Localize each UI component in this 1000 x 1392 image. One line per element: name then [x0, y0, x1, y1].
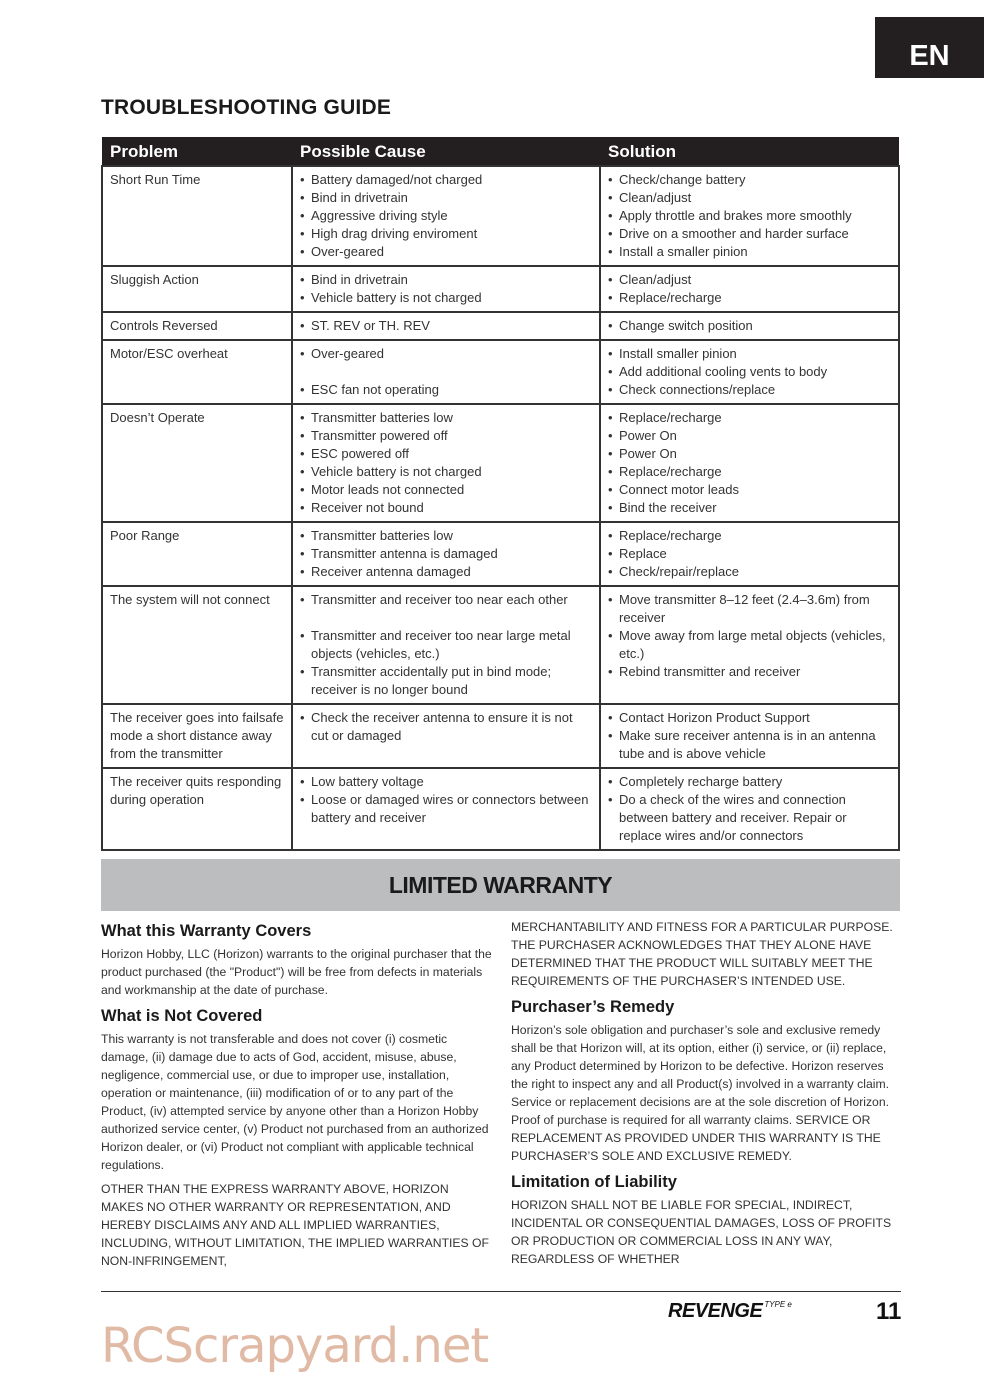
- table-body: [102, 166, 899, 850]
- problem-cell: Controls Reversed: [102, 312, 292, 340]
- disclaimer-continued-text: MERCHANTABILITY AND FITNESS FOR A PARTICULAR PURPOSE. THE PURCHASER ACKNOWLEDGES THAT THEY ALONE HAVE DETERMINED THAT THE PRODUCT WILL SUITABLY MEET THE REQUIREMENTS OF THE PURCHASER’S INTENDED USE.: [511, 920, 893, 988]
- causes-list: [300, 317, 592, 335]
- warranty-right-column: [511, 918, 903, 1274]
- solution-item: • Power On: [608, 427, 891, 445]
- table-row: [102, 768, 899, 850]
- cause-item: • Receiver antenna damaged: [300, 563, 592, 581]
- solution-item: • Change switch position: [608, 317, 891, 335]
- causes-list: [300, 409, 592, 517]
- solution-item: • Install smaller pinion: [608, 345, 891, 363]
- cause-item: • Transmitter powered off: [300, 427, 592, 445]
- spacer: [300, 609, 592, 627]
- solution-item: • Rebind transmitter and receiver: [608, 663, 891, 681]
- cause-cell: [292, 704, 600, 768]
- solution-item: • Move away from large metal objects (vehicles, etc.): [608, 627, 891, 663]
- solution-item: • Bind the receiver: [608, 499, 891, 517]
- cause-item: • Over-geared: [300, 345, 592, 363]
- causes-list: [300, 271, 592, 307]
- cause-item: • ST. REV or TH. REV: [300, 317, 592, 335]
- covers-text: Horizon Hobby, LLC (Horizon) warrants to the original purchaser that the product purchased (the "Product") will be free from defects in materials and workmanship at the date of purchase.: [101, 947, 492, 997]
- solution-item: • Check/repair/replace: [608, 563, 891, 581]
- cause-item: • Receiver not bound: [300, 499, 592, 517]
- cause-item: • High drag driving enviroment: [300, 225, 592, 243]
- table-row: [102, 266, 899, 312]
- solution-item: • Make sure receiver antenna is in an antenna tube and is above vehicle: [608, 727, 891, 763]
- table-header-row: [102, 137, 899, 166]
- causes-list: [300, 591, 592, 699]
- table-row: [102, 704, 899, 768]
- cause-cell: [292, 522, 600, 586]
- liability-heading: Limitation of Liability: [511, 1173, 677, 1191]
- problem-cell: Doesn’t Operate: [102, 404, 292, 522]
- solution-item: • Replace/recharge: [608, 527, 891, 545]
- problem-cell: Short Run Time: [102, 166, 292, 266]
- problem-cell: Poor Range: [102, 522, 292, 586]
- cause-cell: [292, 266, 600, 312]
- remedy-text: Horizon’s sole obligation and purchaser’s sole and exclusive remedy shall be that Horizon will, at its option, either (i) service, or (ii) replace, any Product determined by Horizon to be defective. Horizon reserves the right to inspect any and all Product(s) involved in a warranty claim. Service or replacement decisions are at the sole discretion of Horizon. Proof of purchase is required for all warranty claims. SERVICE OR REPLACEMENT AS PROVIDED UNDER THIS WARRANTY IS THE PURCHASER’S SOLE AND EXCLUSIVE REMEDY.: [511, 1023, 889, 1163]
- cause-item: • Check the receiver antenna to ensure it is not cut or damaged: [300, 709, 592, 745]
- solution-cell: [600, 340, 899, 404]
- solutions-list: [608, 591, 891, 681]
- solution-item: • Check/change battery: [608, 171, 891, 189]
- solution-item: • Move transmitter 8–12 feet (2.4–3.6m) from receiver: [608, 591, 891, 627]
- solutions-list: [608, 345, 891, 399]
- table-row: [102, 340, 899, 404]
- problem-cell: The system will not connect: [102, 586, 292, 704]
- solution-item: • Apply throttle and brakes more smoothly: [608, 207, 891, 225]
- solution-item: • Replace/recharge: [608, 289, 891, 307]
- solution-item: • Replace/recharge: [608, 463, 891, 481]
- remedy-heading: Purchaser’s Remedy: [511, 998, 675, 1016]
- causes-list: [300, 345, 592, 399]
- troubleshooting-table: [101, 137, 900, 851]
- cause-item: • Loose or damaged wires or connectors between battery and receiver: [300, 791, 592, 827]
- brand-logo: [668, 1300, 792, 1323]
- cause-item: • Low battery voltage: [300, 773, 592, 791]
- table-row: [102, 404, 899, 522]
- solutions-list: [608, 271, 891, 307]
- liability-text: HORIZON SHALL NOT BE LIABLE FOR SPECIAL, INDIRECT, INCIDENTAL OR CONSEQUENTIAL DAMAGES, LOSS OF PROFITS OR PRODUCTION OR COMMERCIAL LOSS IN ANY WAY, REGARDLESS OF WHETHER: [511, 1198, 892, 1266]
- cause-item: • Bind in drivetrain: [300, 271, 592, 289]
- cause-item: • Transmitter antenna is damaged: [300, 545, 592, 563]
- cause-cell: [292, 768, 600, 850]
- solution-cell: [600, 586, 899, 704]
- header-problem: Problem: [102, 137, 292, 166]
- causes-list: [300, 171, 592, 261]
- watermark: RCScrapyard.net: [101, 1318, 489, 1374]
- problem-cell: The receiver goes into failsafe mode a short distance away from the transmitter: [102, 704, 292, 768]
- solution-cell: [600, 768, 899, 850]
- cause-item: • Vehicle battery is not charged: [300, 463, 592, 481]
- solution-item: • Clean/adjust: [608, 271, 891, 289]
- solution-item: • Completely recharge battery: [608, 773, 891, 791]
- cause-item: • Transmitter accidentally put in bind mode; receiver is no longer bound: [300, 663, 592, 699]
- solution-item: • Connect motor leads: [608, 481, 891, 499]
- limited-warranty-banner: LIMITED WARRANTY: [101, 859, 900, 911]
- solution-cell: [600, 704, 899, 768]
- covers-heading: What this Warranty Covers: [101, 922, 312, 940]
- solution-cell: [600, 312, 899, 340]
- solutions-list: [608, 709, 891, 763]
- cause-item: • Aggressive driving style: [300, 207, 592, 225]
- solutions-list: [608, 317, 891, 335]
- cause-item: • Motor leads not connected: [300, 481, 592, 499]
- cause-item: • Transmitter and receiver too near each other: [300, 591, 592, 609]
- brand-suffix: TYPE e: [764, 1300, 792, 1309]
- cause-item: • Vehicle battery is not charged: [300, 289, 592, 307]
- solution-item: • Install a smaller pinion: [608, 243, 891, 261]
- solutions-list: [608, 527, 891, 581]
- brand-name: REVENGE: [668, 1300, 763, 1322]
- cause-item: • Transmitter batteries low: [300, 527, 592, 545]
- cause-item: • ESC powered off: [300, 445, 592, 463]
- page-number: 11: [876, 1298, 902, 1325]
- solution-item: • Power On: [608, 445, 891, 463]
- cause-cell: [292, 312, 600, 340]
- solution-cell: [600, 404, 899, 522]
- table-row: [102, 166, 899, 266]
- problem-cell: Motor/ESC overheat: [102, 340, 292, 404]
- cause-item: • Transmitter batteries low: [300, 409, 592, 427]
- cause-cell: [292, 586, 600, 704]
- causes-list: [300, 773, 592, 827]
- table-row: [102, 522, 899, 586]
- solution-item: • Drive on a smoother and harder surface: [608, 225, 891, 243]
- page-title: TROUBLESHOOTING GUIDE: [101, 96, 392, 119]
- solution-item: • Replace/recharge: [608, 409, 891, 427]
- language-tab: EN: [875, 17, 984, 78]
- cause-item: • Bind in drivetrain: [300, 189, 592, 207]
- header-possible-cause: Possible Cause: [292, 137, 600, 166]
- solution-cell: [600, 522, 899, 586]
- causes-list: [300, 527, 592, 581]
- cause-cell: [292, 340, 600, 404]
- table-row: [102, 586, 899, 704]
- solution-item: • Do a check of the wires and connection between battery and receiver. Repair or replace wires and/or connectors: [608, 791, 891, 845]
- cause-cell: [292, 404, 600, 522]
- disclaimer-text: OTHER THAN THE EXPRESS WARRANTY ABOVE, HORIZON MAKES NO OTHER WARRANTY OR REPRESENTATION, AND HEREBY DISCLAIMS ANY AND ALL IMPLIED WARRANTIES, INCLUDING, WITHOUT LIMITATION, THE IMPLIED WARRANTIES OF NON-INFRINGEMENT,: [101, 1182, 489, 1268]
- cause-item: • Transmitter and receiver too near large metal objects (vehicles, etc.): [300, 627, 592, 663]
- solution-item: • Check connections/replace: [608, 381, 891, 399]
- solutions-list: [608, 171, 891, 261]
- cause-item: • Battery damaged/not charged: [300, 171, 592, 189]
- solution-item: • Contact Horizon Product Support: [608, 709, 891, 727]
- header-solution: Solution: [600, 137, 899, 166]
- spacer: [300, 363, 592, 381]
- solutions-list: [608, 409, 891, 517]
- solution-cell: [600, 166, 899, 266]
- cause-cell: [292, 166, 600, 266]
- not-covered-text: This warranty is not transferable and does not cover (i) cosmetic damage, (ii) damage due to acts of God, accident, misuse, abuse, negligence, commercial use, or due to improper use, installation, operation or maintenance, (iii) modification of or to any part of the Product, (iv) attempted service by anyone other than a Horizon Hobby authorized service center, (v) Product not purchased from an authorized Horizon dealer, or (vi) Product not compliant with applicable technical regulations.: [101, 1032, 489, 1172]
- cause-item: • ESC fan not operating: [300, 381, 592, 399]
- solutions-list: [608, 773, 891, 845]
- problem-cell: Sluggish Action: [102, 266, 292, 312]
- table-row: [102, 312, 899, 340]
- solution-cell: [600, 266, 899, 312]
- footer-divider: [101, 1291, 901, 1292]
- warranty-left-column: [101, 918, 493, 1276]
- solution-item: • Add additional cooling vents to body: [608, 363, 891, 381]
- causes-list: [300, 709, 592, 745]
- solution-item: • Replace: [608, 545, 891, 563]
- cause-item: • Over-geared: [300, 243, 592, 261]
- not-covered-heading: What is Not Covered: [101, 1007, 263, 1025]
- problem-cell: The receiver quits responding during operation: [102, 768, 292, 850]
- solution-item: • Clean/adjust: [608, 189, 891, 207]
